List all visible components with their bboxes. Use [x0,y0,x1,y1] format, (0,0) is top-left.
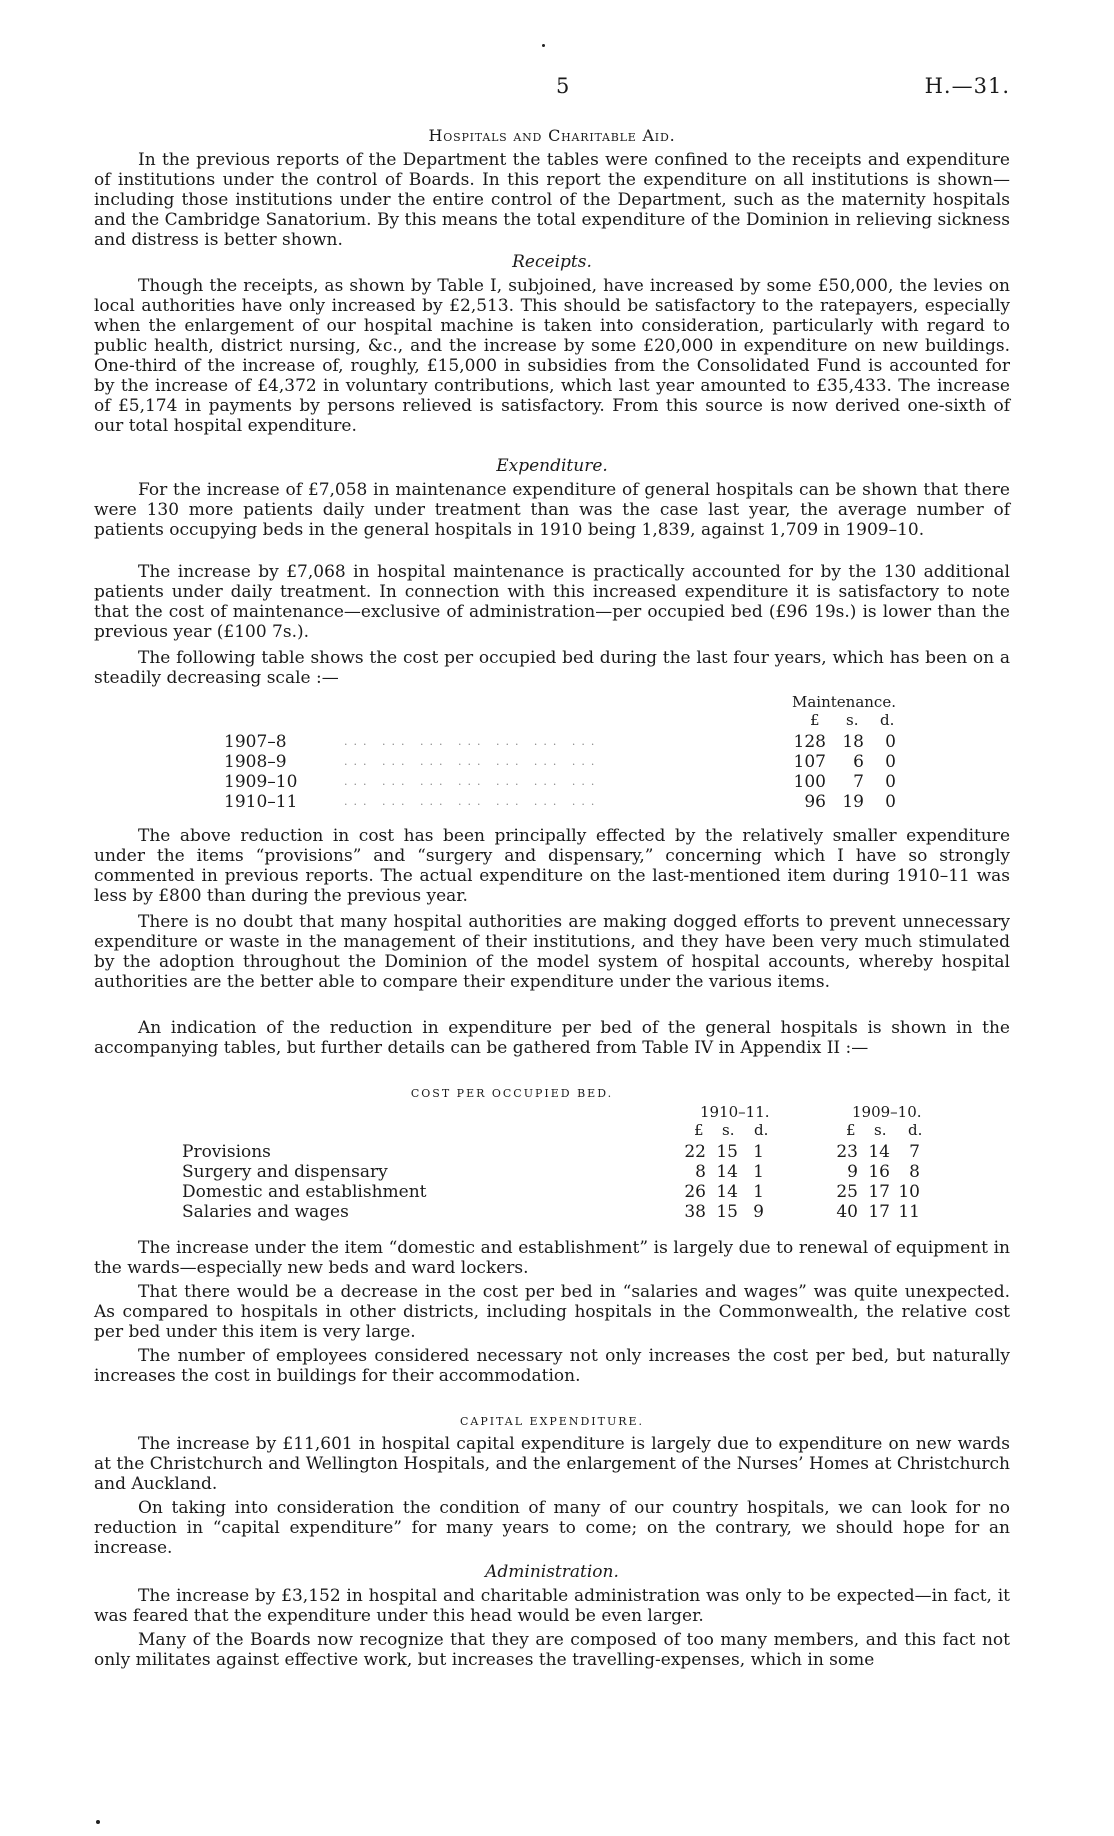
maintenance-shillings: 19 [842,792,864,812]
maintenance-row [224,792,924,812]
maintenance-shillings: 6 [853,752,864,772]
maintenance-row [224,772,924,792]
intro-paragraph: In the previous reports of the Department the tables were confined to the receipts and expenditure of institutions under the control of Boards. In this report the expenditure on all institutions is shown—including those institutions under the entire control of the Department, such as the maternity hospitals and the Cambridge Sanatorium. By this means the total expenditure of the Dominion in relieving sickness and distress is better shown. [94,150,1010,250]
maintenance-year: 1908–9 [224,752,287,772]
leader-dots: ... ... ... ... ... ... ... [344,755,601,768]
receipts-paragraph: Though the receipts, as shown by Table I, subjoined, have increased by some £50,000, the levies on local authorities have only increased by £2,513. This should be satisfactory to the ratepayers, especially when the enlargement of our hospital machine is taken into consideration, particularly with regard to public health, district nursing, &c., and the increase by some £20,000 in expenditure on new buildings. One-third of the increase of, roughly, £15,000 in subsidies from the Consolidated Fund is accounted for by the increase of £4,372 in voluntary contributions, which last year amounted to £35,433. The increase of £5,174 in payments by persons relieved is satisfactory. From this source is now derived one-sixth of our total hospital expenditure. [94,276,1010,436]
maintenance-year: 1910–11 [224,792,298,812]
after-cost-paragraph-3: The number of employees considered necessary not only increases the cost per bed, but naturally increases the cost in buildings for their accommodation. [94,1346,1010,1386]
maintenance-pounds: 100 [793,772,826,792]
expenditure-paragraph-1: For the increase of £7,058 in maintenance expenditure of general hospitals can be shown that there were 130 more patients daily under treatment than was the case last year, the average number of patients occupying beds in the general hospitals in 1910 being 1,839, against 1,709 in 1909–10. [94,480,1010,540]
cost-1910-shillings: 15 [716,1142,738,1162]
expenditure-paragraph-3: The following table shows the cost per occupied bed during the last four years, which has been on a steadily decreasing scale :— [94,648,1010,688]
capital-paragraph-2: On taking into consideration the condition of many of our country hospitals, we can look for no reduction in “capital expenditure” for many years to come; on the contrary, we should hope for an increase. [94,1498,1010,1558]
maintenance-shillings: 7 [853,772,864,792]
after-table-paragraph-1: The above reduction in cost has been principally effected by the relatively smaller expenditure under the items “provisions” and “surgery and dispensary,” concerning which I have so strongly commented in previous reports. The actual expenditure on the last-mentioned item during 1910–11 was less by £800 than during the previous year. [94,826,1010,906]
cost-row-label: Surgery and dispensary [182,1162,388,1182]
leader-dots: ... ... ... ... ... ... ... [344,735,601,748]
cost-row [182,1202,1042,1222]
after-cost-paragraph-1: The increase under the item “domestic and establishment” is largely due to renewal of equipment in the wards—especially new beds and ward lockers. [94,1238,1010,1278]
unit-shillings: s. [874,1121,887,1139]
cost-1909-pounds: 40 [836,1202,858,1222]
cost-1910-pounds: 38 [684,1202,706,1222]
maintenance-table-title: Maintenance. [792,693,896,711]
administration-heading: Administration. [485,1562,619,1582]
cost-1909-shillings: 17 [868,1202,890,1222]
cost-table-title: COST PER OCCUPIED BED. [410,1087,614,1100]
cost-1909-pence: 7 [909,1142,920,1162]
expenditure-paragraph-2: The increase by £7,068 in hospital maintenance is practically accounted for by the 130 additional patients under daily treatment. In connection with this increased expenditure it is satisfactory to note that the cost of maintenance—exclusive of administration—per occupied bed (£96 19s.) is lower than the previous year (£100 7s.). [94,562,1010,642]
cost-1909-shillings: 16 [868,1162,890,1182]
receipts-heading: Receipts. [512,252,592,272]
maintenance-pounds: 96 [804,792,826,812]
maintenance-pounds: 107 [793,752,826,772]
after-cost-paragraph-2: That there would be a decrease in the cost per bed in “salaries and wages” was quite unexpected. As compared to hospitals in other districts, including hospitals in the Commonwealth, the relative cost per bed under this item is very large. [94,1282,1010,1342]
unit-pounds: £ [846,1121,856,1139]
cost-1909-shillings: 17 [868,1182,890,1202]
cost-row [182,1182,1042,1202]
print-speck [96,1820,100,1824]
cost-row [182,1142,1042,1162]
cost-row [182,1162,1042,1182]
cost-1909-pounds: 25 [836,1182,858,1202]
cost-1909-pence: 10 [898,1182,920,1202]
maintenance-row [224,732,924,752]
cost-1909-pounds: 23 [836,1142,858,1162]
cost-1909-pence: 11 [898,1202,920,1222]
unit-pence: d. [908,1121,923,1139]
maintenance-year: 1907–8 [224,732,287,752]
expenditure-heading: Expenditure. [496,456,608,476]
cost-1909-pence: 8 [909,1162,920,1182]
cost-1910-shillings: 15 [716,1202,738,1222]
after-table-paragraph-2: There is no doubt that many hospital authorities are making dogged efforts to prevent unnecessary expenditure or waste in the management of their institutions, and they have been very much stimulated by the adoption throughout the Dominion of the model system of hospital accounts, whereby hospital authorities are the better able to compare their expenditure under the various items. [94,912,1010,992]
section-title: Hospitals and Charitable Aid. [428,126,676,145]
cost-1910-pounds: 22 [684,1142,706,1162]
capital-heading: CAPITAL EXPENDITURE. [459,1415,645,1428]
cost-1909-shillings: 14 [868,1142,890,1162]
cost-1910-pence: 1 [753,1182,764,1202]
print-speck [542,44,545,47]
unit-pence: d. [880,711,895,729]
maintenance-pence: 0 [885,732,896,752]
cost-1909-pounds: 9 [847,1162,858,1182]
maintenance-pence: 0 [885,792,896,812]
maintenance-year: 1909–10 [224,772,298,792]
cost-1910-pence: 1 [753,1162,764,1182]
cost-1910-pence: 9 [753,1202,764,1222]
maintenance-row [224,752,924,772]
unit-shillings: s. [722,1121,735,1139]
cost-1910-pence: 1 [753,1142,764,1162]
leader-dots: ... ... ... ... ... ... ... [344,795,601,808]
unit-pounds: £ [810,711,820,729]
maintenance-pounds: 128 [793,732,826,752]
leader-dots: ... ... ... ... ... ... ... [344,775,601,788]
maintenance-shillings: 18 [842,732,864,752]
cost-col-1909-10: 1909–10. [852,1103,922,1121]
maintenance-pence: 0 [885,772,896,792]
page-number: 5 [556,74,570,98]
unit-pounds: £ [694,1121,704,1139]
cost-1910-shillings: 14 [716,1182,738,1202]
cost-row-label: Provisions [182,1142,271,1162]
cost-row-label: Salaries and wages [182,1202,349,1222]
cost-1910-pounds: 26 [684,1182,706,1202]
cost-1910-shillings: 14 [716,1162,738,1182]
capital-paragraph-1: The increase by £11,601 in hospital capital expenditure is largely due to expenditure on new wards at the Christchurch and Wellington Hospitals, and the enlargement of the Nurses’ Homes at Christchurch and Auckland. [94,1434,1010,1494]
unit-pence: d. [754,1121,769,1139]
administration-paragraph-1: The increase by £3,152 in hospital and charitable administration was only to be expected—in fact, it was feared that the expenditure under this head would be even larger. [94,1586,1010,1626]
cost-col-1910-11: 1910–11. [700,1103,770,1121]
cost-row-label: Domestic and establishment [182,1182,427,1202]
maintenance-pence: 0 [885,752,896,772]
unit-shillings: s. [846,711,859,729]
after-table-paragraph-3: An indication of the reduction in expenditure per bed of the general hospitals is shown in the accompanying tables, but further details can be gathered from Table IV in Appendix II :— [94,1018,1010,1058]
administration-paragraph-2: Many of the Boards now recognize that they are composed of too many members, and this fact not only militates against effective work, but increases the travelling-expenses, which in some [94,1630,1010,1670]
cost-1910-pounds: 8 [695,1162,706,1182]
document-reference: H.—31. [924,74,1010,98]
